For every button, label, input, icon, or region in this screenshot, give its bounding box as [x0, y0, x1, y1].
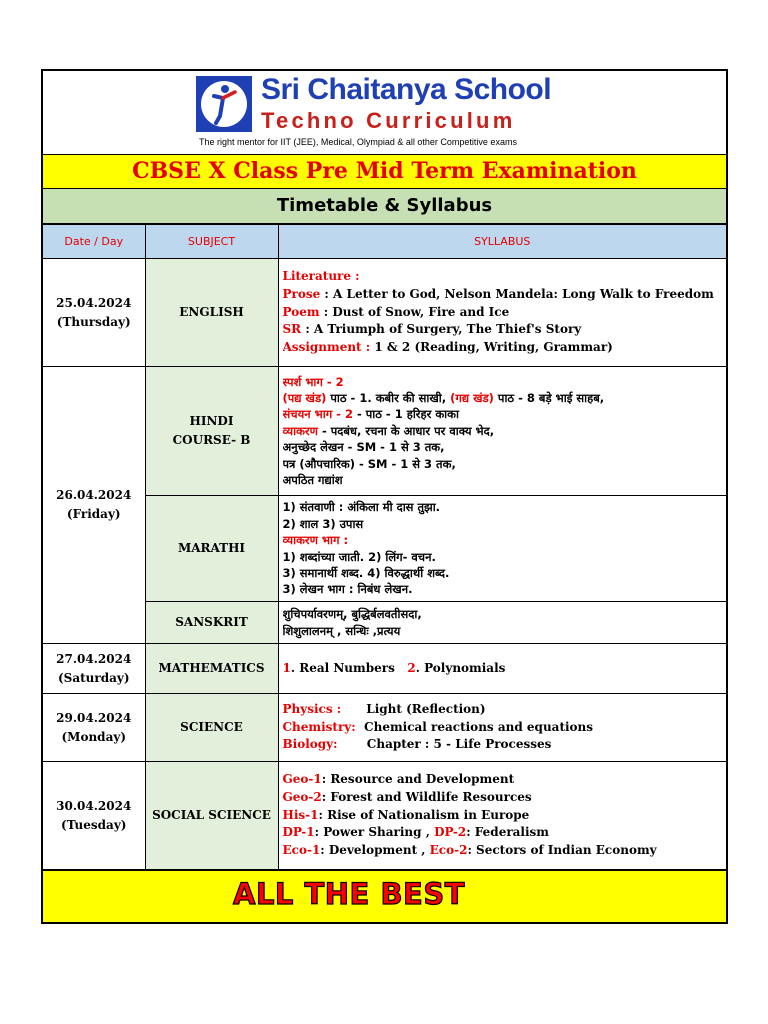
table-row: [43, 762, 726, 870]
syllabus-cell: शुचिपर्यावरणम्, बुद्धिर्बलवतीसदा, शिशुलालनम् , सन्धिः ,प्रत्यय: [278, 602, 726, 644]
syllabus-cell: Literature : Prose : A Letter to God, Nelson Mandela: Long Walk to Freedom Poem : Dust of Snow, Fire and Ice SR : A Triumph of Surgery, The Thief's Story Assignment : 1 & 2 (Reading, Writing, Grammar): [278, 259, 726, 367]
school-header: [43, 71, 726, 155]
timetable-sheet: [41, 69, 728, 924]
subject-cell: MARATHI: [145, 496, 278, 602]
footer-message: ALL THE BEST: [233, 877, 466, 911]
col-date-header: Date / Day: [43, 225, 145, 259]
syllabus-cell: स्पर्श भाग - 2 (पद्य खंड) पाठ - 1. कबीर की साखी, (गद्य खंड) पाठ - 8 बड़े भाई साहब, संचयन भाग - 2 - पाठ - 1 हरिहर काका व्याकरण - पदबंध, रचना के आधार पर वाक्य भेद, अनुच्छेद लेखन - SM - 1 से 3 तक, पत्र (औपचारिक) - SM - 1 से 3 तक, अपठित गद्यांश: [278, 367, 726, 496]
syllabus-cell: Physics : Light (Reflection) Chemistry: Chemical reactions and equations Biology: Chapter : 5 - Life Processes: [278, 694, 726, 762]
date-cell: 30.04.2024 (Tuesday): [43, 762, 145, 870]
table-header-row: [43, 225, 726, 259]
col-syllabus-header: SYLLABUS: [278, 225, 726, 259]
subject-cell: SCIENCE: [145, 694, 278, 762]
subject-cell: MATHEMATICS: [145, 644, 278, 694]
school-logo-icon: [196, 76, 252, 132]
brand-name: Sri Chaitanya School: [261, 73, 552, 106]
table-row: [43, 259, 726, 367]
exam-title: CBSE X Class Pre Mid Term Examination: [43, 155, 726, 189]
sub-title: Timetable & Syllabus: [43, 189, 726, 224]
col-subject-header: SUBJECT: [145, 225, 278, 259]
syllabus-cell: 1. Real Numbers 2. Polynomials: [278, 644, 726, 694]
date-cell: 25.04.2024 (Thursday): [43, 259, 145, 367]
table-row: [43, 694, 726, 762]
table-row: [43, 367, 726, 496]
date-cell: 27.04.2024 (Saturday): [43, 644, 145, 694]
table-row: [43, 496, 726, 602]
timetable-table: [43, 224, 726, 870]
table-row: [43, 644, 726, 694]
syllabus-cell: Geo-1: Resource and Development Geo-2: Forest and Wildlife Resources His-1: Rise of Nationalism in Europe DP-1: Power Sharing , DP-2: Federalism Eco-1: Development , Eco-2: Sectors of Indian Economy: [278, 762, 726, 870]
date-cell: 26.04.2024 (Friday): [43, 367, 145, 644]
brand-tagline: The right mentor for IIT (JEE), Medical, Olympiad & all other Competitive exams: [199, 137, 517, 147]
syllabus-cell: 1) संतवाणी : अंकिला मी दास तुझा. 2) शाल 3) उपास व्याकरण भाग : 1) शब्दांच्या जाती. 2) लिंग- वचन. 3) समानार्थी शब्द. 4) विरुद्धार्थी शब्द. 3) लेखन भाग : निबंध लेखन.: [278, 496, 726, 602]
subject-cell: ENGLISH: [145, 259, 278, 367]
subject-cell: HINDI COURSE- B: [145, 367, 278, 496]
table-row: [43, 602, 726, 644]
footer-banner: [43, 870, 726, 922]
brand-curriculum: Techno Curriculum: [261, 108, 516, 133]
subject-cell: SOCIAL SCIENCE: [145, 762, 278, 870]
date-cell: 29.04.2024 (Monday): [43, 694, 145, 762]
subject-cell: SANSKRIT: [145, 602, 278, 644]
